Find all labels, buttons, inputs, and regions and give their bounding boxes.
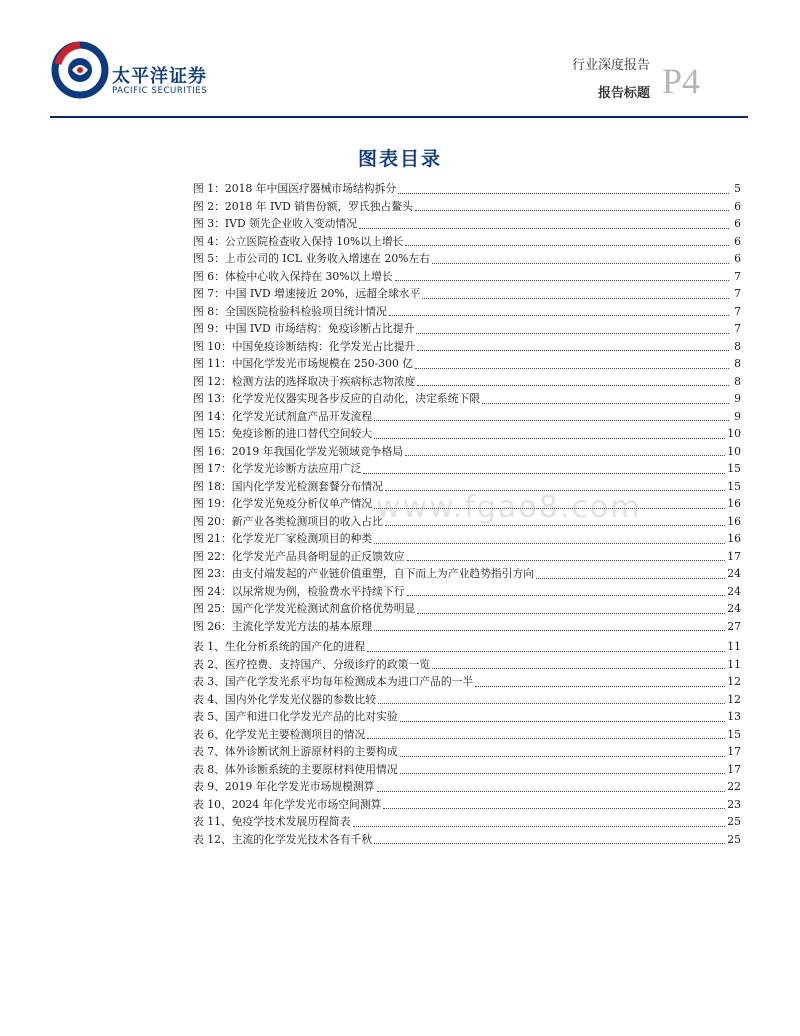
- table-entry-label: 表 7、体外诊断试剂上游原材料的主要构成: [193, 745, 398, 758]
- table-entry-label: 表 10、2024 年化学发光市场空间测算: [193, 797, 382, 811]
- dot-leader: [367, 646, 725, 652]
- table-entry-page: 25: [727, 832, 741, 846]
- figure-entry[interactable]: [193, 425, 741, 443]
- figure-entry-label: 图 13：化学发光仪器实现各步反应的自动化，决定系统下限: [193, 392, 481, 405]
- figure-entry[interactable]: [193, 303, 741, 321]
- table-entry-label: 表 6、化学发光主要检测项目的情况: [193, 727, 366, 741]
- table-entry-page: 13: [727, 710, 741, 723]
- figure-entry-page: 24: [727, 602, 741, 615]
- figure-entry-label: 图 1：2018 年中国医疗器械市场结构拆分: [193, 182, 397, 195]
- table-entry-label: 表 1、生化分析系统的国产化的进程: [193, 640, 366, 653]
- table-entry-page: 17: [727, 762, 741, 776]
- dot-leader: [400, 768, 726, 774]
- figure-entry-label: 图 10：中国免疫诊断结构：化学发光占比提升: [193, 339, 416, 353]
- table-entry-label: 表 9、2019 年化学发光市场规模测算: [193, 780, 375, 793]
- table-entry[interactable]: [193, 708, 741, 726]
- dot-leader: [482, 398, 729, 404]
- table-entry[interactable]: [193, 726, 741, 744]
- figure-entry[interactable]: [193, 180, 741, 198]
- table-entry[interactable]: [193, 813, 741, 831]
- figure-entry[interactable]: [193, 355, 741, 373]
- table-entry-page: 12: [727, 692, 741, 706]
- figure-entry-page: 9: [734, 392, 741, 405]
- figure-entry-page: 10: [727, 427, 741, 440]
- figure-entry-page: 7: [734, 304, 741, 318]
- report-type: 行业深度报告: [571, 58, 650, 73]
- table-entry-page: 12: [727, 675, 741, 688]
- dot-leader: [417, 345, 729, 351]
- dot-leader: [400, 751, 726, 757]
- report-title-label: 报告标题: [597, 86, 650, 101]
- figure-entry-page: 5: [734, 182, 741, 195]
- figure-entry-label: 图 22：化学发光产品具备明显的正反馈效应: [193, 549, 405, 563]
- figure-entry-label: 图 25：国产化学发光检测试剂盒价格优势明显: [193, 602, 416, 615]
- figure-entry-page: 10: [727, 444, 741, 458]
- dot-leader: [374, 415, 729, 421]
- figure-entry-page: 6: [734, 217, 741, 230]
- figure-list: [193, 180, 741, 635]
- figure-entry-label: 图 7：中国 IVD 增速接近 20%，远超全球水平: [193, 287, 421, 300]
- dot-leader: [395, 275, 729, 281]
- table-entry-page: 17: [727, 745, 741, 758]
- dot-leader: [405, 240, 729, 246]
- table-entry-label: 表 2、医疗控费、支持国产、分级诊疗的政策一览: [193, 657, 431, 671]
- watermark: www.fgao8.com: [376, 490, 642, 525]
- header-divider: [50, 116, 748, 118]
- dot-leader: [353, 821, 726, 827]
- figure-entry-page: 17: [727, 549, 741, 563]
- figure-entry[interactable]: [193, 618, 741, 636]
- figure-entry[interactable]: [193, 373, 741, 391]
- dot-leader: [536, 573, 725, 579]
- figure-entry-label: 图 12：检测方法的选择取决于疾病标志物浓度: [193, 374, 416, 388]
- logo-english-name: PACIFIC SECURITIES: [112, 86, 208, 96]
- figure-entry-label: 图 23：由支付端发起的产业链价值重塑，自下而上为产业趋势指引方向: [193, 567, 535, 580]
- table-entry[interactable]: [193, 796, 741, 814]
- table-entry-label: 表 3、国产化学发光系平均每年检测成本为进口产品的一半: [193, 675, 474, 688]
- dot-leader: [363, 468, 725, 474]
- table-entry-page: 22: [727, 780, 741, 793]
- figure-entry-label: 图 9：中国 IVD 市场结构：免疫诊断占比提升: [193, 322, 415, 335]
- dot-leader: [378, 698, 725, 704]
- figure-entry[interactable]: [193, 548, 741, 566]
- figure-entry-page: 24: [727, 584, 741, 598]
- figure-entry[interactable]: [193, 215, 741, 233]
- table-entry[interactable]: [193, 638, 741, 656]
- figure-entry[interactable]: [193, 408, 741, 426]
- figure-entry[interactable]: [193, 198, 741, 216]
- figure-entry-label: 图 26：主流化学发光方法的基本原理: [193, 619, 373, 633]
- figure-entry-page: 16: [727, 514, 741, 528]
- figure-entry-page: 16: [727, 532, 741, 545]
- toc-title: 图表目录: [357, 148, 442, 170]
- figure-entry[interactable]: [193, 460, 741, 478]
- dot-leader: [422, 293, 729, 299]
- figure-entry[interactable]: [193, 233, 741, 251]
- table-entry-page: 25: [727, 815, 741, 828]
- figure-entry-page: 16: [727, 497, 741, 510]
- dot-leader: [405, 450, 725, 456]
- figure-entry-page: 27: [727, 619, 741, 633]
- figure-entry-page: 6: [734, 234, 741, 248]
- figure-entry[interactable]: [193, 530, 741, 548]
- figure-entry-label: 图 15：免疫诊断的进口替代空间较大: [193, 427, 373, 440]
- figure-entry-label: 图 18：国内化学发光检测套餐分布情况: [193, 479, 383, 493]
- table-entry[interactable]: [193, 831, 741, 849]
- table-entry-label: 表 8、体外诊断系统的主要原材料使用情况: [193, 762, 398, 776]
- figure-entry-label: 图 24：以尿常规为例，检验费水平持续下行: [193, 584, 405, 598]
- dot-leader: [400, 716, 726, 722]
- figure-entry-page: 9: [734, 409, 741, 423]
- figure-entry-page: 7: [734, 322, 741, 335]
- table-entry-page: 15: [727, 727, 741, 741]
- figure-entry-label: 图 11：中国化学发光市场规模在 250-300 亿: [193, 357, 414, 370]
- pacific-logo-icon: [50, 40, 110, 100]
- figure-entry-label: 图 20：新产业各类检测项目的收入占比: [193, 514, 383, 528]
- dot-leader: [377, 786, 726, 792]
- dot-leader: [432, 663, 725, 669]
- dot-leader: [383, 803, 725, 809]
- figure-entry-label: 图 3：IVD 领先企业收入变动情况: [193, 217, 358, 230]
- table-entry-page: 23: [727, 797, 741, 811]
- dot-leader: [374, 838, 725, 844]
- figure-entry-page: 6: [734, 252, 741, 265]
- table-entry-page: 11: [727, 657, 741, 671]
- figure-entry-page: 8: [734, 357, 741, 370]
- table-list: [193, 638, 741, 848]
- figure-entry-page: 6: [734, 199, 741, 213]
- table-entry[interactable]: [193, 761, 741, 779]
- figure-entry-label: 图 16：2019 年我国化学发光领域竞争格局: [193, 444, 404, 458]
- dot-leader: [416, 328, 729, 334]
- dot-leader: [398, 188, 729, 194]
- dot-leader: [407, 555, 726, 561]
- figure-entry-label: 图 21：化学发光厂家检测项目的种类: [193, 532, 373, 545]
- figure-entry-label: 图 6：体检中心收入保持在 30%以上增长: [193, 269, 393, 283]
- logo-chinese-name: 太平洋证券: [112, 66, 207, 87]
- figure-entry-label: 图 2：2018 年 IVD 销售份额，罗氏独占鳌头: [193, 199, 413, 213]
- figure-entry-page: 24: [727, 567, 741, 580]
- figure-entry[interactable]: [193, 285, 741, 303]
- figure-entry[interactable]: [193, 600, 741, 618]
- figure-entry-label: 图 14：化学发光试剂盒产品开发流程: [193, 409, 373, 423]
- figure-entry-page: 7: [734, 269, 741, 283]
- dot-leader: [415, 205, 729, 211]
- dot-leader: [407, 590, 726, 596]
- figure-entry[interactable]: [193, 250, 741, 268]
- page-header: [0, 0, 800, 120]
- table-entry-label: 表 12、主流的化学发光技术各有千秋: [193, 832, 373, 846]
- dot-leader: [374, 625, 725, 631]
- company-logo: [50, 40, 220, 110]
- dot-leader: [417, 380, 729, 386]
- figure-entry-label: 图 5：上市公司的 ICL 业务收入增速在 20%左右: [193, 252, 431, 265]
- figure-entry[interactable]: [193, 320, 741, 338]
- table-entry-label: 表 11、免疫学技术发展历程简表: [193, 815, 351, 828]
- table-entry[interactable]: [193, 673, 741, 691]
- dot-leader: [417, 608, 725, 614]
- table-entry[interactable]: [193, 656, 741, 674]
- dot-leader: [432, 258, 729, 264]
- dot-leader: [374, 538, 725, 544]
- figure-entry-page: 8: [734, 374, 741, 388]
- dot-leader: [359, 223, 729, 229]
- figure-entry-label: 图 19：化学发光免疫分析仪单产情况: [193, 497, 373, 510]
- table-entry[interactable]: [193, 778, 741, 796]
- figure-entry-label: 图 8：全国医院检验科检验项目统计情况: [193, 304, 387, 318]
- dot-leader: [374, 433, 725, 439]
- table-entry-label: 表 4、国内外化学发光仪器的参数比较: [193, 692, 377, 706]
- dot-leader: [389, 310, 729, 316]
- table-entry[interactable]: [193, 743, 741, 761]
- figure-entry-page: 15: [727, 462, 741, 475]
- figure-entry-page: 8: [734, 339, 741, 353]
- figure-entry-page: 7: [734, 287, 741, 300]
- figure-entry-label: 图 17：化学发光诊断方法应用广泛: [193, 462, 362, 475]
- figure-entry[interactable]: [193, 565, 741, 583]
- figure-entry[interactable]: [193, 583, 741, 601]
- page-number: P4: [662, 61, 701, 101]
- dot-leader: [415, 363, 729, 369]
- figure-entry[interactable]: [193, 268, 741, 286]
- figure-entry-label: 图 4：公立医院检查收入保持 10%以上增长: [193, 234, 404, 248]
- table-entry-label: 表 5、国产和进口化学发光产品的比对实验: [193, 710, 398, 723]
- table-entry[interactable]: [193, 691, 741, 709]
- table-entry-page: 11: [727, 640, 741, 653]
- figure-entry-page: 15: [727, 479, 741, 493]
- figure-entry[interactable]: [193, 338, 741, 356]
- dot-leader: [475, 681, 725, 687]
- figure-entry[interactable]: [193, 443, 741, 461]
- dot-leader: [367, 733, 725, 739]
- figure-entry[interactable]: [193, 390, 741, 408]
